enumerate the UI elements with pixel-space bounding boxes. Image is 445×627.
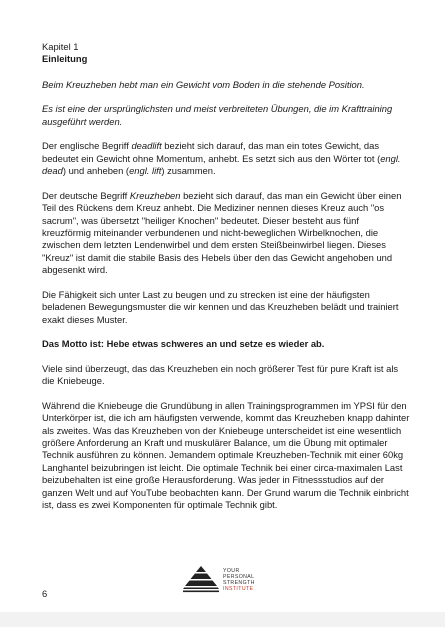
- text-run: bezieht sich darauf, das man ein Gewicht über einen Teil des Rückens dem Kreuz anhebt. Die Mediziner nennen dieses Kreuz auch "os sacrum", was übersetzt "heiliger Knochen" bedeutet. Dieser besteht aus fünf kreuzförmig miteinander verbundenen und nicht-beweglichen Wirbelknochen, die zwischen dem letzten Lendenwirbel und dem ersten Steißbeinwirbel liegen. Dieses "Kreuz" ist damit die stabile Basis des Hebels über den das Gewicht angehoben und abgesenkt wird.: [42, 189, 402, 276]
- logo-line: STRENGTH: [223, 580, 255, 587]
- logo-line: YOUR: [223, 568, 240, 574]
- chapter-title: Einleitung: [42, 53, 88, 65]
- stacked-pyramid-icon: [183, 566, 219, 596]
- page-number: 6: [42, 588, 48, 599]
- logo-line: PERSONAL: [223, 574, 255, 581]
- text-run: bezieht sich darauf, das man ein totes Gewicht, das bedeutet ein Gewicht ohne Momentum, anhebt. Es setzt sich aus den Wörter tot (: [42, 140, 381, 164]
- text-run: ) und anheben (: [62, 165, 130, 177]
- kreuzheben-paragraph: [42, 190, 410, 277]
- test-paragraph: Viele sind überzeugt, das das Kreuzheben ein noch größerer Test für pure Kraft ist als die Kniebeuge.: [42, 362, 399, 387]
- chapter-label: Kapitel 1: [42, 41, 79, 52]
- motto-paragraph: Das Motto ist: Hebe etwas schweres an und setze es wieder ab.: [42, 338, 325, 350]
- italic-term: engl. dead: [42, 152, 401, 177]
- text-run: ) zusammen.: [161, 165, 216, 177]
- italic-term: Kreuzheben: [129, 189, 181, 201]
- deadlift-paragraph: [42, 140, 410, 177]
- ypsi-logo: [183, 566, 255, 596]
- intro-paragraph-1: Beim Kreuzheben hebt man ein Gewicht vom Boden in die stehende Position.: [42, 78, 365, 90]
- page-content: [42, 41, 410, 524]
- text-run: Der englische Begriff: [42, 140, 132, 152]
- text-run: Der deutsche Begriff: [42, 189, 130, 201]
- logo-wordmark: [223, 568, 255, 592]
- intro-paragraph-2: Es ist eine der ursprünglichsten und meist verbreiteten Übungen, die im Krafttraining ausgeführt werden.: [42, 103, 393, 127]
- logo-line: INSTITUTE: [223, 586, 254, 593]
- italic-term: deadlift: [131, 140, 162, 152]
- italic-term: engl. lift: [129, 165, 162, 177]
- faehigkeit-paragraph: Die Fähigkeit sich unter Last zu beugen und zu strecken ist eine der häufigsten beladenen Bewegungsmuster die wir kennen und das Kreuzheben belädt und trainiert exakt dieses Muster.: [42, 288, 399, 325]
- kniebeuge-paragraph: Während die Kniebeuge die Grundübung in allen Trainingsprogrammen im YPSI für den Unterkörper ist, die ich am häufigsten verwende, kommt das Kreuzheben knapp dahinter als zweites. Was das Kreuzheben von der Kniebeuge unterscheidet ist eine wesentlich größere Anforderung an Kraft und muskulärer Balance, um die Übung mit optimaler Technik ausführen zu können. Jemandem optimale Kreuzheben-Technik mit einer 60kg Langhantel beizubringen ist leicht. Die optimale Technik bei einer circa-maximalen Last beizubehalten ist eine große Herausforderung. Was jeder in Fitnessstudios auf der ganzen Welt und auf YouTube beobachten kann. Der Grund warum die Technik einbricht ist, dass es zwei Komponenten für optimale Technik gibt.: [42, 399, 410, 511]
